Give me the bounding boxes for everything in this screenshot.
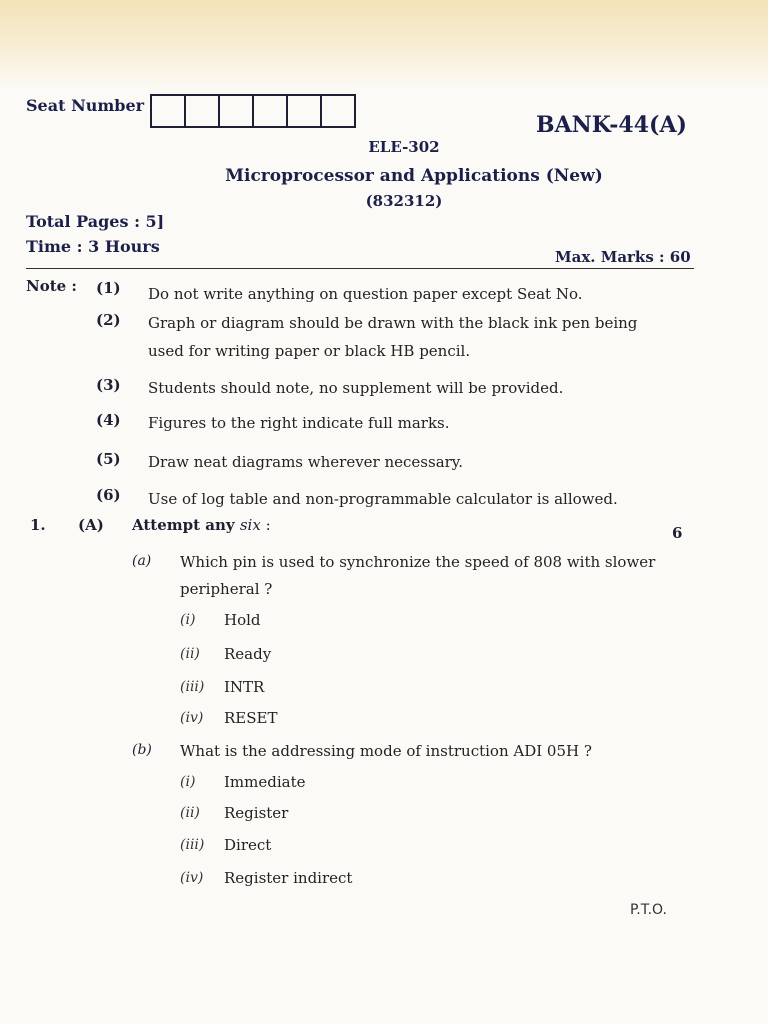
seat-number-box[interactable] <box>288 96 322 126</box>
option-text: Direct <box>224 836 272 854</box>
pto-marker: P.T.O. <box>630 902 667 918</box>
max-marks: Max. Marks : 60 <box>555 248 691 266</box>
subquestion-text: Which pin is used to synchronize the speed of 808 with slower <box>180 553 656 571</box>
instruction-pre: Attempt any <box>132 516 240 534</box>
option-label: (i) <box>180 612 196 628</box>
note-number: (5) <box>96 450 121 468</box>
option-text: Register indirect <box>224 869 353 887</box>
question-marks: 6 <box>672 524 683 542</box>
subject-code: (832312) <box>365 192 443 210</box>
note-text: used for writing paper or black HB pencil. <box>148 342 471 360</box>
bank-code: BANK-44(A) <box>536 112 687 138</box>
seat-number-label: Seat Number <box>26 96 145 115</box>
note-text: Figures to the right indicate full marks. <box>148 414 450 432</box>
note-number: (4) <box>96 411 121 429</box>
subject-title: Microprocessor and Applications (New) <box>225 166 603 186</box>
option-text: Hold <box>224 611 261 629</box>
instruction-post: : <box>260 516 271 534</box>
note-text: Students should note, no supplement will be provided. <box>148 379 564 397</box>
instruction-emphasis: six <box>239 516 261 534</box>
option-text: Ready <box>224 645 272 663</box>
note-number: (6) <box>96 486 121 504</box>
option-label: (iii) <box>180 679 205 695</box>
paper-code: ELE-302 <box>368 138 440 156</box>
option-label: (ii) <box>180 805 200 821</box>
note-number: (1) <box>96 279 121 297</box>
note-text: Use of log table and non-programmable calculator is allowed. <box>148 490 618 508</box>
question-instruction <box>132 516 271 534</box>
seat-number-box[interactable] <box>322 96 354 126</box>
option-text: RESET <box>224 709 278 727</box>
note-number: (3) <box>96 376 121 394</box>
option-label: (i) <box>180 774 196 790</box>
option-label: (iv) <box>180 870 204 886</box>
subquestion-label: (a) <box>132 553 152 569</box>
total-pages: Total Pages : 5] <box>26 212 165 231</box>
note-text: Do not write anything on question paper except Seat No. <box>148 285 583 303</box>
note-number: (2) <box>96 311 121 329</box>
option-label: (iv) <box>180 710 204 726</box>
question-number: 1. <box>30 516 46 534</box>
seat-number-box[interactable] <box>220 96 254 126</box>
seat-number-boxes[interactable] <box>150 94 356 128</box>
seat-number-box[interactable] <box>254 96 288 126</box>
note-label: Note : <box>26 277 77 295</box>
option-text: Immediate <box>224 773 306 791</box>
subquestion-text: What is the addressing mode of instruction ADI 05H ? <box>180 742 592 760</box>
subquestion-text: peripheral ? <box>180 580 273 598</box>
subquestion-label: (b) <box>132 742 152 758</box>
note-text: Draw neat diagrams wherever necessary. <box>148 453 464 471</box>
option-label: (ii) <box>180 646 200 662</box>
header-divider <box>26 268 694 269</box>
note-text: Graph or diagram should be drawn with the black ink pen being <box>148 314 638 332</box>
seat-number-box[interactable] <box>152 96 186 126</box>
option-text: INTR <box>224 678 265 696</box>
option-label: (iii) <box>180 837 205 853</box>
exam-time: Time : 3 Hours <box>26 237 160 256</box>
seat-number-box[interactable] <box>186 96 220 126</box>
option-text: Register <box>224 804 289 822</box>
question-part: (A) <box>78 516 104 534</box>
